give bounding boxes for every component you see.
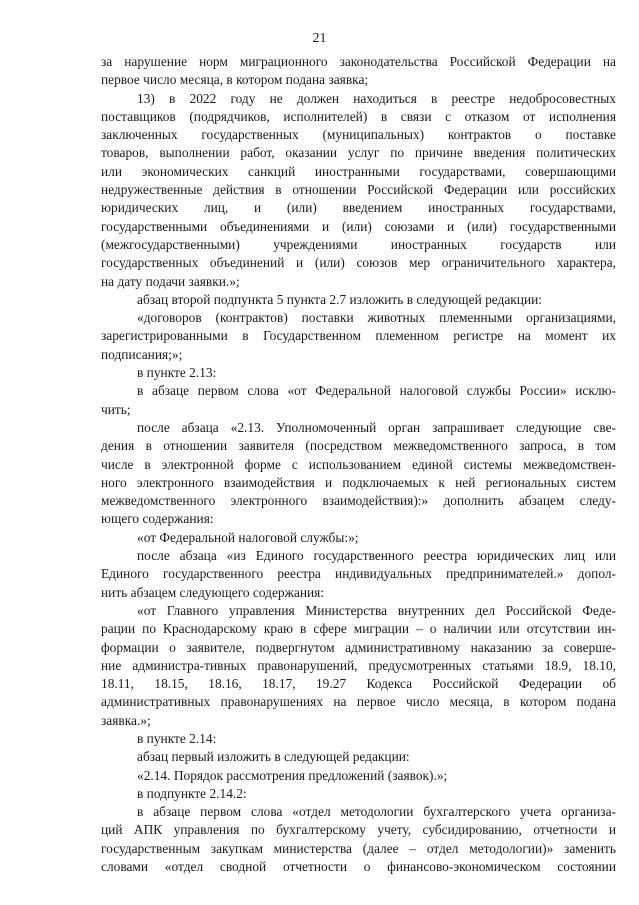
text-line: в пункте 2.13: [137, 365, 217, 381]
text-line: рации по Краснодарскому краю в сфере миграции – о наличии или отсутствии ин- [101, 621, 616, 637]
text-line: формации о заявителе, подвергнутом административному наказанию за соверше- [101, 639, 616, 655]
text-line: абзац второй подпункта 5 пункта 2.7 изложить в следующей редакции: [137, 291, 543, 307]
text-line: в абзаце первом слова «от Федеральной налоговой службы России» исклю- [137, 383, 616, 399]
text-line: за нарушение норм миграционного законодательства Российской Федерации на [101, 54, 616, 69]
text-line: «от Федеральной налоговой службы:»; [137, 529, 359, 545]
document-body [101, 53, 616, 876]
text-line: или экономических санкций иностранными государствами, совершающими [101, 163, 616, 179]
text-line: «от Главного управления Министерства внутренних дел Российской Феде- [137, 602, 616, 618]
text-line: «договоров (контрактов) поставки животных племенными организациями, [137, 310, 616, 326]
text-line: ние администра-тивных правонарушений, предусмотренных статьями 18.9, 18.10, [101, 657, 616, 673]
text-line: недружественные действия в отношении Российской Федерации или российских [101, 182, 616, 198]
text-line: числе в электронной форме с использованием единой системы межведомствен- [101, 456, 616, 472]
text-line: 13) в 2022 году не должен находиться в реестре недобросовестных [137, 90, 616, 106]
text-line: нить абзацем следующего содержания: [101, 584, 325, 600]
text-line: чить; [101, 401, 131, 417]
text-line: «2.14. Порядок рассмотрения предложений (заявок).»; [137, 767, 448, 783]
text-line: ций АПК управления по бухгалтерскому учету, субсидированию, отчетности и [101, 822, 616, 838]
page-number: 21 [312, 31, 327, 46]
text-line: на дату подачи заявки.»; [101, 273, 240, 289]
text-line: в пункте 2.14: [137, 730, 217, 746]
text-line: поставщиков (подрядчиков, исполнителей) в связи с отказом от исполнения [101, 108, 616, 124]
text-line: первое число месяца, в котором подана заявка; [101, 72, 369, 88]
text-line: заявка.»; [101, 712, 151, 728]
text-line: 18.11, 18.15, 18.16, 18.17, 19.27 Кодекса Российской Федерации об [101, 676, 616, 692]
text-line: после абзаца «2.13. Уполномоченный орган запрашивает следующие све- [137, 419, 616, 435]
text-line: межведомственного электронного взаимодействия):» дополнить абзацем следу- [101, 493, 616, 509]
text-line: административных правонарушениях на первое число месяца, в котором подана [101, 694, 616, 710]
text-line: словами «отдел сводной отчетности о финансово-экономическом состоянии [101, 859, 616, 875]
text-line: подписания;»; [101, 346, 183, 362]
text-line: в подпункте 2.14.2: [137, 785, 247, 801]
text-line: абзац первый изложить в следующей редакции: [137, 749, 410, 765]
text-line: после абзаца «из Единого государственного реестра юридических лиц или [137, 548, 616, 564]
text-line: в абзаце первом слова «отдел методологии бухгалтерского учета организа- [137, 804, 616, 820]
text-line: ного электронного взаимодействия и подключаемых к ней региональных систем [101, 474, 616, 490]
text-line: юридических лиц, и (или) введением иностранных государствами, [101, 200, 616, 216]
text-line: государственных объединений и (или) союзов мер ограничительного характера, [101, 255, 616, 271]
text-line: зарегистрированными в Государственном племенном регистре на момент их [101, 328, 616, 344]
text-line: (межгосударственными) учреждениями иностранных государств или [101, 236, 616, 252]
text-line: товаров, выполнении работ, оказании услуг по причине введения политических [101, 145, 616, 161]
text-line: государственным закупкам министерства (далее – отдел методологии)» заменить [101, 840, 616, 856]
text-line: дения в отношении заявителя (посредством межведомственного запроса, в том [101, 438, 616, 454]
text-line: заключенных государственных (муниципальных) контрактов о поставке [101, 127, 616, 143]
text-line: государственными объединениями и (или) союзами и (или) государственными [101, 218, 616, 234]
text-line: ющего содержания: [101, 511, 214, 527]
text-line: Единого государственного реестра индивидуальных предпринимателей.» допол- [101, 566, 616, 582]
